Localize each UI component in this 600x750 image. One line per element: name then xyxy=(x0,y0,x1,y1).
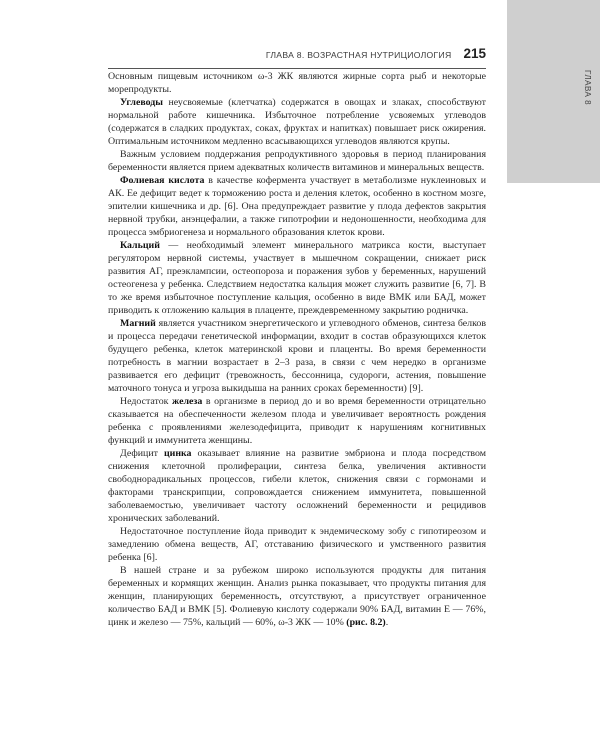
paragraph-text: Недостаток xyxy=(120,396,173,407)
chapter-side-tab-label: ГЛАВА 8 xyxy=(583,70,592,106)
paragraph-text: является участником энергетического и углеводного обменов, синтеза белков и процесса передачи генетической информации, входит в состав образующихся клеток будущего ребенка, клеток материнской крови и плаценты. Во время беременности потребность в магнии возрастает в 2–3 раза, в связи с чем нередко в организме развивается его дефицит (тревожность, бессонница, судороги, астения, повышение маточного тонуса и угроза выкидыша на ранних сроках беременности) [9]. xyxy=(108,318,486,394)
paragraph-text: Важным условием поддержания репродуктивного здоровья в период планирования беременности является прием адекватных количеств витаминов и минеральных веществ. xyxy=(108,149,486,173)
header-rule xyxy=(108,68,486,69)
paragraph-text: Основным пищевым источником ω-3 ЖК являются жирные сорта рыб и некоторые морепродукты. xyxy=(108,71,486,95)
paragraph-text: Недостаточное поступление йода приводит к эндемическому зобу с гипотиреозом и замедлению обмена веществ, АГ, отставанию физического и умственного развития ребенка [6]. xyxy=(108,526,486,563)
term-zinc: цинка xyxy=(163,448,192,459)
paragraph-text: неусвояемые (клетчатка) содержатся в овощах и злаках, способствуют нормальной работе кишечника. Избыточное потребление усвояемых углеводов (содержатся в сладких продуктах, соках, фруктах и напитках) повышает риск ожирения. Оптимальным источником медленно всасывающихся углеводов являются крупы. xyxy=(108,97,486,147)
paragraph-zinc xyxy=(108,447,486,525)
paragraph-market xyxy=(108,564,486,629)
term-magnesium: Магний xyxy=(120,318,156,329)
paragraph-folic-acid xyxy=(108,174,486,239)
paragraph-text: Дефицит xyxy=(120,448,164,459)
paragraph-magnesium xyxy=(108,317,486,395)
term-iron: железа xyxy=(172,396,203,407)
page-body xyxy=(108,70,486,629)
paragraph-omega3 xyxy=(108,70,486,96)
running-title: ГЛАВА 8. ВОЗРАСТНАЯ НУТРИЦИОЛОГИЯ xyxy=(265,50,452,60)
paragraph-text: В нашей стране и за рубежом широко используются продукты для питания беременных и кормящих женщин. Анализ рынка показывает, что продукты питания для женщин, планирующих беременность, отсутствуют, а присутствует ограниченное количество БАД и ВМК [5]. Фолиевую кислоту содержали 90% БАД, витамин Е — 76%, цинк и железо — 75%, кальций — 60%, ω-3 ЖК — 10% xyxy=(108,565,486,628)
paragraph-text: в организме в период до и во время беременности отрицательно сказывается на обеспеченности железом плода и увеличивает вероятность рождения ребенка с проявлениями железодефицита, приводит к нарушениям когнитивных функций и иммунитета женщины. xyxy=(108,396,486,446)
paragraph-iodine xyxy=(108,525,486,564)
paragraph-carbohydrates xyxy=(108,96,486,148)
figure-reference[interactable]: (рис. 8.2) xyxy=(346,617,386,628)
paragraph-text: — необходимый элемент минерального матрикса кости, выступает регулятором нервной системы, участвует в мышечном сокращении, снижает риск развития АГ, преэклампсии, остеопороза и поражения зубов у беременных, нарушений остеогенеза у ребенка. Следствием недостатка кальция может служить развитие [6, 7]. В то же время избыточное поступление кальция, особенно в виде ВМК или БАД, может приводить к отложению кальция в плаценте, преждевременному закрытию родничка. xyxy=(108,240,486,316)
term-calcium: Кальций xyxy=(120,240,160,251)
chapter-side-tab xyxy=(507,0,600,183)
running-header xyxy=(108,46,486,68)
term-carbohydrates: Углеводы xyxy=(120,97,163,108)
page-number: 215 xyxy=(463,46,486,61)
term-folic-acid: Фолиевая кислота xyxy=(120,175,205,186)
paragraph-text: в качестве кофермента участвует в метаболизме нуклеиновых и АК. Ее дефицит ведет к торможению роста и деления клеток, особенно в костном мозге, эпителии кишечника и др. [6]. Она предупреждает развитие у плода дефектов закрытия нервной трубки, анэнцефалии, а также гипотрофии и недоношенности, необходима для процесса эмбриогенеза и нормального образования клеток крови. xyxy=(108,175,486,238)
paragraph-text: оказывает влияние на развитие эмбриона и плода посредством снижения клеточной пролиферации, синтеза белка, увеличения активности свободнорадикальных процессов, гибели клеток, снижения связи с гормонами и факторами транскрипции, сопровождается снижением иммунитета, повышенной заболеваемостью, увеличивает частоту осложнений беременности и рецидивов хронических заболеваний. xyxy=(108,448,486,524)
paragraph-text: . xyxy=(385,617,389,628)
paragraph-iron xyxy=(108,395,486,447)
paragraph-vitamins xyxy=(108,148,486,174)
paragraph-calcium xyxy=(108,239,486,317)
